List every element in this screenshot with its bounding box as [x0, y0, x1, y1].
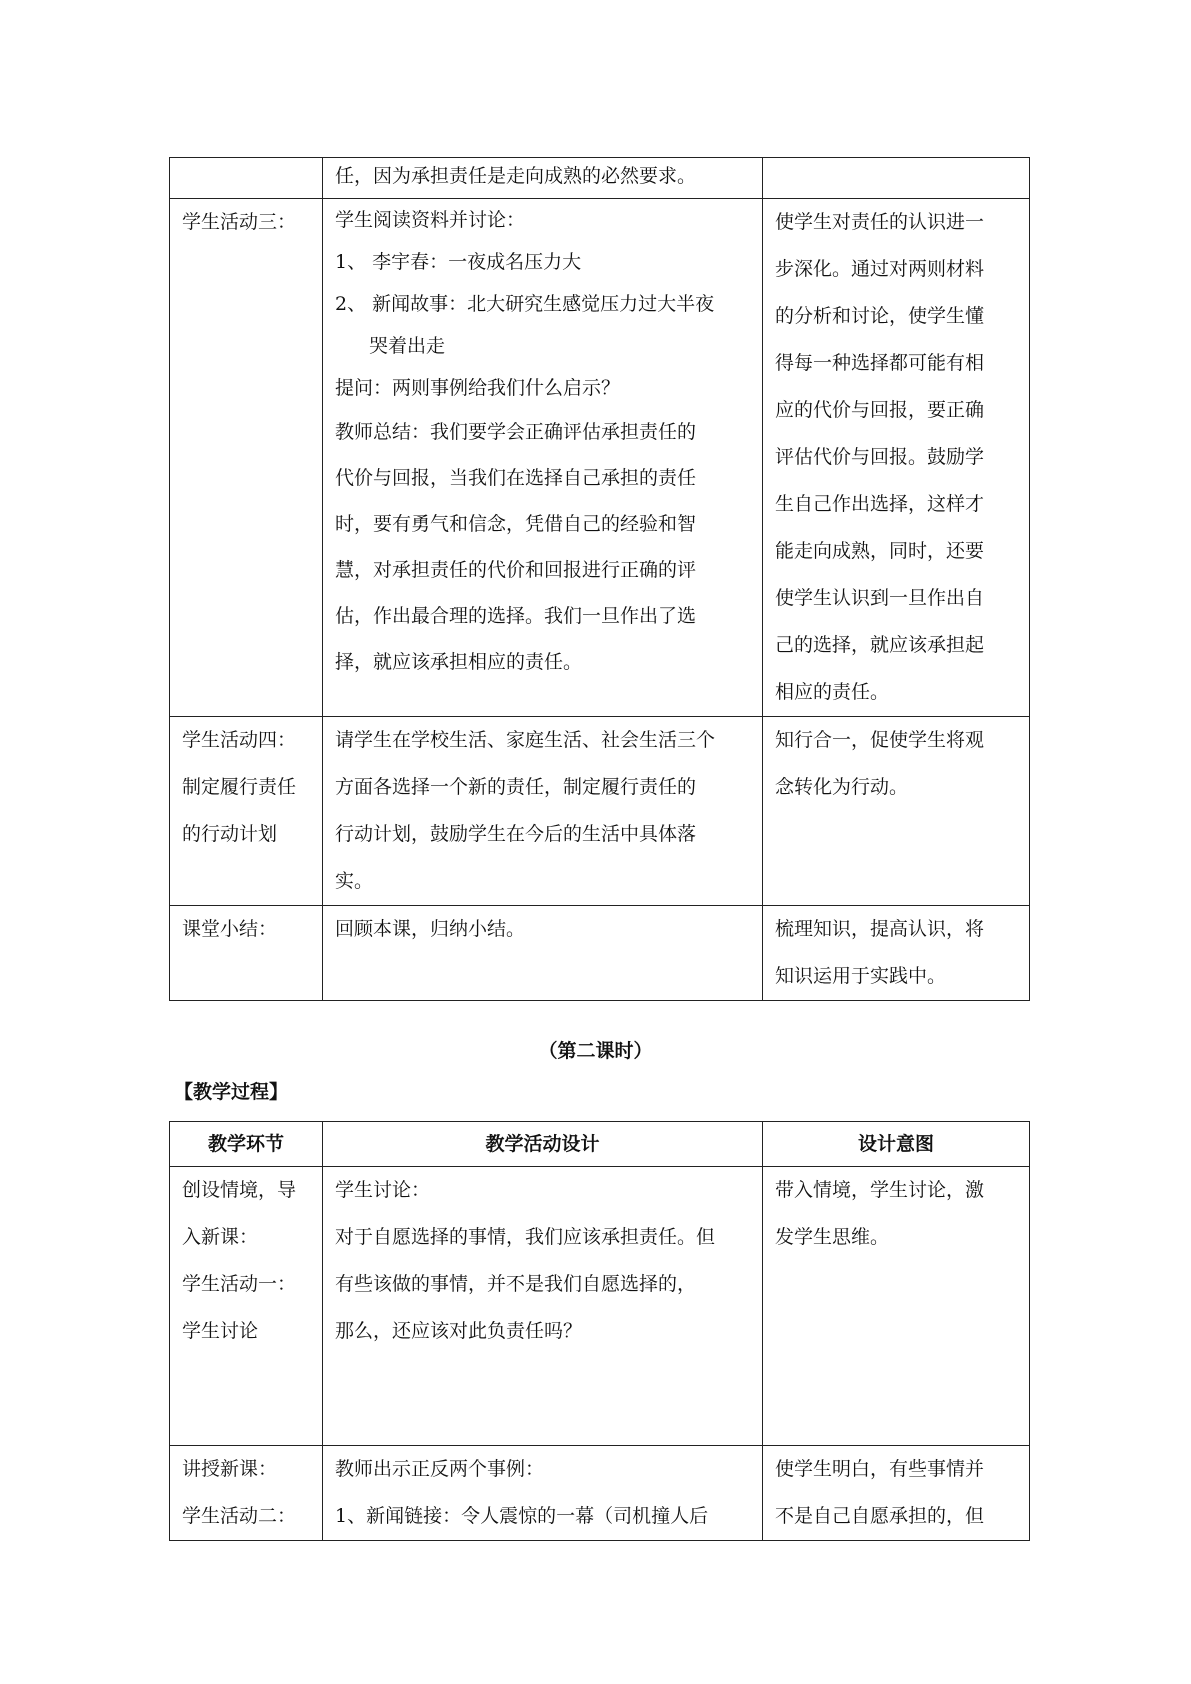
stage-line: 学生讨论 — [182, 1320, 259, 1342]
stage-cell — [170, 1167, 323, 1446]
intent-cell — [763, 1167, 1030, 1446]
stage-line: 学生活动二： — [182, 1505, 297, 1527]
activity-line: 2、 新闻故事：北大研究生感觉压力过大半夜 — [335, 293, 715, 315]
activity-cell — [323, 199, 763, 717]
activity-cell — [323, 1167, 763, 1446]
stage-line: 制定履行责任 — [182, 776, 297, 798]
column-header-stage: 教学环节 — [170, 1122, 323, 1167]
stage-line: 入新课： — [182, 1226, 259, 1248]
activity-line: 教师出示正反两个事例： — [335, 1458, 545, 1480]
activity-line: 1、 李宇春：一夜成名压力大 — [335, 251, 582, 273]
intent-line: 评估代价与回报。鼓励学 — [775, 446, 985, 468]
session-title: （第二课时） — [538, 1040, 653, 1062]
activity-line: 哭着出走 — [369, 335, 446, 357]
stage-cell — [170, 906, 323, 1001]
table-header-row — [170, 1122, 1030, 1167]
stage-line: 学生活动三： — [182, 211, 297, 233]
table-row — [170, 906, 1030, 1001]
lesson-table-part1 — [169, 157, 1030, 1001]
activity-line: 1、新闻链接：令人震惊的一幕（司机撞人后 — [335, 1505, 709, 1527]
intent-line: 生自己作出选择，这样才 — [775, 493, 985, 515]
intent-cell — [763, 1446, 1030, 1541]
activity-line: 请学生在学校生活、家庭生活、社会生活三个 — [335, 729, 716, 751]
section-heading: 【教学过程】 — [174, 1081, 289, 1103]
activity-line: 那么，还应该对此负责任吗？ — [335, 1320, 583, 1342]
activity-line: 方面各选择一个新的责任，制定履行责任的 — [335, 776, 697, 798]
stage-line: 学生活动一： — [182, 1273, 297, 1295]
activity-line: 对于自愿选择的事情，我们应该承担责任。但 — [335, 1226, 716, 1248]
intent-line: 己的选择，就应该承担起 — [775, 634, 985, 656]
activity-line: 代价与回报，当我们在选择自己承担的责任 — [335, 467, 697, 489]
stage-cell — [170, 199, 323, 717]
table-row — [170, 1446, 1030, 1541]
activity-line: 学生讨论： — [335, 1179, 431, 1201]
column-header-intent: 设计意图 — [763, 1122, 1030, 1167]
activity-line: 回顾本课，归纳小结。 — [335, 918, 526, 940]
activity-line: 教师总结：我们要学会正确评估承担责任的 — [335, 421, 697, 443]
intent-line: 得每一种选择都可能有相 — [775, 352, 985, 374]
activity-line: 实。 — [335, 870, 374, 892]
intent-line: 发学生思维。 — [775, 1226, 890, 1248]
table-row — [170, 158, 1030, 199]
activity-cell — [323, 158, 763, 199]
lesson-table-part2 — [169, 1121, 1030, 1541]
intent-line: 使学生明白，有些事情并 — [775, 1458, 985, 1480]
intent-line: 步深化。通过对两则材料 — [775, 258, 985, 280]
intent-line: 使学生对责任的认识进一 — [775, 211, 985, 233]
intent-line: 知识运用于实践中。 — [775, 965, 947, 987]
stage-cell — [170, 717, 323, 906]
intent-line: 梳理知识，提高认识，将 — [775, 918, 985, 940]
table-row — [170, 199, 1030, 717]
activity-line: 择，就应该承担相应的责任。 — [335, 651, 583, 673]
intent-line: 相应的责任。 — [775, 681, 890, 703]
stage-line: 学生活动四： — [182, 729, 297, 751]
activity-line: 学生阅读资料并讨论： — [335, 209, 526, 231]
activity-line: 时，要有勇气和信念，凭借自己的经验和智 — [335, 513, 697, 535]
table-row — [170, 717, 1030, 906]
intent-cell — [763, 158, 1030, 199]
table-row — [170, 1167, 1030, 1446]
stage-line: 的行动计划 — [182, 823, 278, 845]
intent-line: 的分析和讨论，使学生懂 — [775, 305, 985, 327]
activity-cell — [323, 906, 763, 1001]
intent-cell — [763, 717, 1030, 906]
intent-line: 能走向成熟，同时，还要 — [775, 540, 985, 562]
activity-line: 有些该做的事情，并不是我们自愿选择的， — [335, 1273, 697, 1295]
intent-line: 知行合一，促使学生将观 — [775, 729, 985, 751]
activity-cell — [323, 717, 763, 906]
intent-line: 念转化为行动。 — [775, 776, 909, 798]
intent-cell — [763, 199, 1030, 717]
stage-cell — [170, 158, 323, 199]
intent-line: 带入情境，学生讨论，激 — [775, 1179, 985, 1201]
activity-line: 行动计划，鼓励学生在今后的生活中具体落 — [335, 823, 697, 845]
activity-line: 任，因为承担责任是走向成熟的必然要求。 — [335, 165, 697, 187]
intent-line: 使学生认识到一旦作出自 — [775, 587, 985, 609]
intent-cell — [763, 906, 1030, 1001]
stage-line: 创设情境，导 — [182, 1179, 297, 1201]
stage-cell — [170, 1446, 323, 1541]
activity-line: 估，作出最合理的选择。我们一旦作出了选 — [335, 605, 697, 627]
column-header-activity: 教学活动设计 — [323, 1122, 763, 1167]
activity-cell — [323, 1446, 763, 1541]
intent-line: 不是自己自愿承担的，但 — [775, 1505, 985, 1527]
stage-line: 讲授新课： — [182, 1458, 278, 1480]
stage-line: 课堂小结： — [182, 918, 278, 940]
activity-line: 慧，对承担责任的代价和回报进行正确的评 — [335, 559, 697, 581]
activity-line: 提问：两则事例给我们什么启示？ — [335, 377, 621, 399]
intent-line: 应的代价与回报，要正确 — [775, 399, 985, 421]
